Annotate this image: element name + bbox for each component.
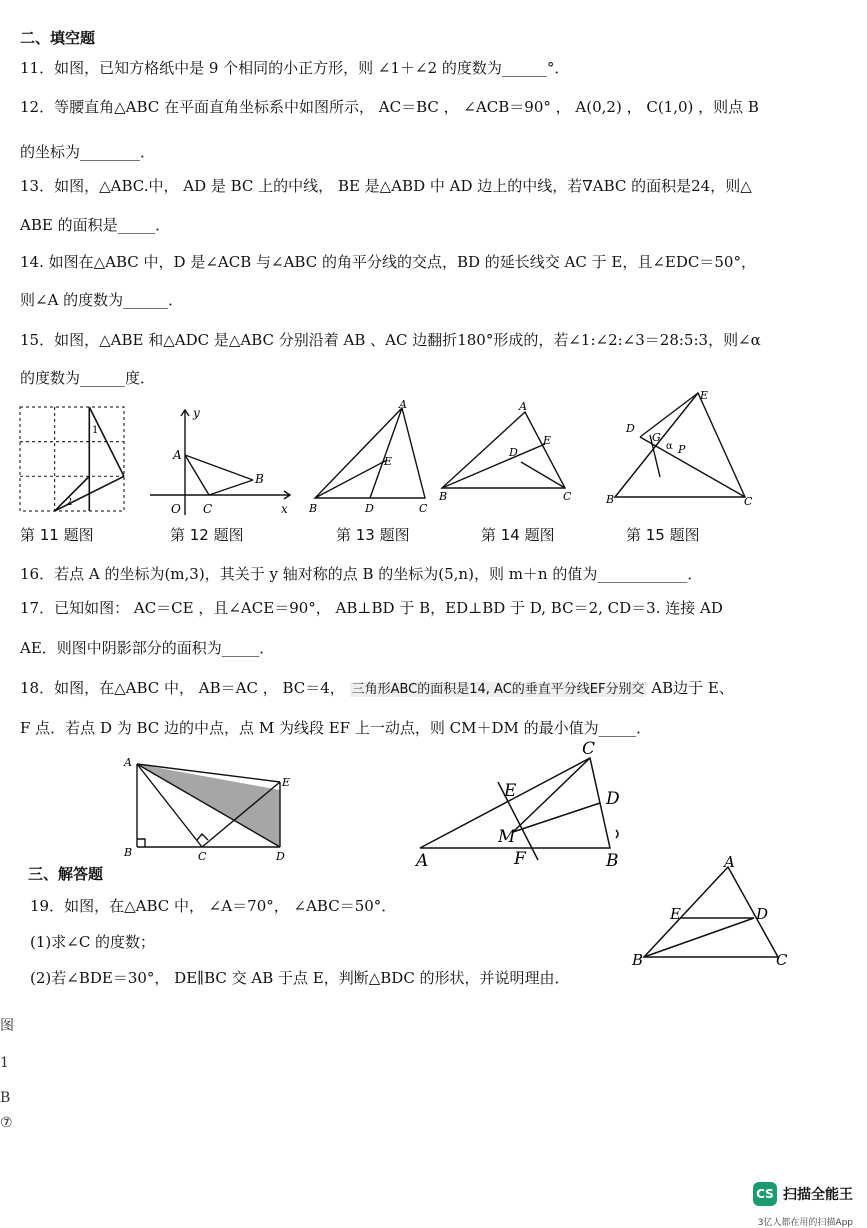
- fig14-e: E: [543, 434, 552, 447]
- fig18-a: A: [416, 851, 429, 870]
- watermark-subtitle: 3亿人都在用的扫描App: [757, 1218, 853, 1228]
- figure-18: [410, 738, 630, 870]
- fig19-e: E: [670, 905, 681, 923]
- fig14-c: C: [563, 490, 572, 503]
- section-3-title: 三、解答题: [28, 865, 104, 883]
- question-14-line-1: 14. 如图在△ABC 中，D 是∠ACB 与∠ABC 的角平分线的交点，BD 的延长线交 AC 于 E，且∠EDC＝50°，: [20, 253, 756, 271]
- question-13-line-2: ABE 的面积是_____．: [20, 216, 171, 234]
- watermark-title: 扫描全能王: [783, 1187, 853, 1203]
- fig19-c: C: [776, 951, 788, 969]
- question-13-line-1: 13．如图，△ABC.中， AD 是 BC 上的中线， BE 是△ABD 中 AD 边上的中线，若∇ABC 的面积是24，则△: [20, 177, 752, 195]
- caption-fig-14: 第 14 题图: [481, 526, 555, 544]
- question-11: 11．如图，已知方格纸中是 9 个相同的小正方形，则 ∠1＋∠2 的度数为______°．: [20, 59, 570, 77]
- caption-fig-11: 第 11 题图: [20, 526, 94, 544]
- fig15-c: C: [744, 495, 753, 508]
- caption-fig-15: 第 15 题图: [626, 526, 700, 544]
- question-17-line-2: AE．则图中阴影部分的面积为_____．: [20, 639, 275, 657]
- figure-14: [435, 398, 585, 506]
- fig11-angle-1: 1: [92, 425, 99, 436]
- fig15-b: B: [606, 493, 615, 506]
- fig12-c: C: [203, 502, 213, 516]
- fig15-p: P: [678, 443, 686, 456]
- margin-fragment-4: ⑦: [0, 1115, 13, 1131]
- fig17-d: D: [276, 850, 285, 863]
- fig12-o: O: [171, 502, 181, 516]
- question-18-post: AB边于 E、: [651, 679, 734, 697]
- fig19-d: D: [756, 905, 769, 923]
- question-15-line-2: 的度数为______度．: [20, 369, 156, 387]
- fig13-a: A: [399, 400, 407, 411]
- fig12-y: y: [193, 406, 200, 420]
- figure-11: [18, 405, 128, 515]
- fig17-c: C: [198, 850, 207, 863]
- fig12-a: A: [173, 448, 182, 462]
- question-12-line-2: 的坐标为________．: [20, 143, 156, 161]
- figure-13: [305, 400, 435, 518]
- fig18-b: B: [606, 851, 619, 870]
- fig14-b: B: [439, 490, 448, 503]
- question-19-line-1: 19．如图，在△ABC 中， ∠A＝70°， ∠ABC＝50°．: [30, 897, 397, 915]
- figure-12: [145, 405, 295, 520]
- question-19-part-1: (1)求∠C 的度数；: [30, 933, 156, 951]
- fig15-d: D: [626, 422, 635, 435]
- fig19-b: B: [632, 951, 644, 969]
- fig12-b: B: [255, 472, 264, 486]
- question-12-line-1: 12．等腰直角△ABC 在平面直角坐标系中如图所示， AC＝BC ， ∠ACB＝90° ， A(0,2) ， C(1,0) ，则点 B: [20, 98, 759, 116]
- question-18-line-1: [20, 678, 734, 700]
- fig18-m: M: [498, 827, 516, 847]
- section-2-title: 二、填空题: [20, 29, 96, 47]
- figure-15: [600, 385, 760, 510]
- fig18-d: D: [606, 789, 620, 809]
- fig13-d: D: [365, 502, 374, 515]
- fig14-a: A: [519, 400, 527, 413]
- fig18-e: E: [504, 781, 517, 801]
- fig11-angle-2: 2: [66, 497, 73, 508]
- question-18-line-2: F 点．若点 D 为 BC 边的中点，点 M 为线段 EF 上一动点，则 CM＋DM 的最小值为_____．: [20, 719, 652, 737]
- cs-logo-icon: CS: [753, 1182, 777, 1206]
- fig15-alpha: α: [666, 441, 673, 452]
- scanner-watermark: [753, 1182, 853, 1206]
- fig17-b: B: [124, 846, 133, 859]
- fig18-f: F: [514, 849, 526, 869]
- margin-fragment-1: 图: [0, 1018, 14, 1034]
- question-17-line-1: 17．已知如图： AC＝CE ，且∠ACE＝90°， AB⊥BD 于 B，ED⊥BD 于 D, BC＝2, CD＝3. 连接 AD: [20, 599, 723, 617]
- fig15-g: G: [652, 431, 661, 444]
- fig14-d: D: [509, 446, 518, 459]
- margin-fragment-3: B: [0, 1090, 11, 1106]
- fig18-c: C: [582, 739, 596, 759]
- question-15-line-1: 15．如图，△ABE 和△ADC 是△ABC 分别沿着 AB 、AC 边翻折180°形成的，若∠1:∠2:∠3＝28:5:3，则∠α: [20, 331, 761, 349]
- caption-fig-13: 第 13 题图: [336, 526, 410, 544]
- fig12-x: x: [281, 502, 288, 516]
- question-14-line-2: 则∠A 的度数为______．: [20, 291, 184, 309]
- fig19-a: A: [724, 855, 735, 871]
- margin-fragment-2: 1: [0, 1055, 9, 1071]
- fig13-e: E: [384, 455, 393, 468]
- figure-17: [122, 752, 297, 864]
- fig13-c: C: [419, 502, 428, 515]
- fig15-e: E: [700, 389, 709, 402]
- question-19-part-2: (2)若∠BDE＝30°， DE∥BC 交 AB 于点 E，判断△BDC 的形状，并说明理由．: [30, 969, 570, 987]
- caption-fig-12: 第 12 题图: [170, 526, 244, 544]
- question-18-pre: 18．如图，在△ABC 中， AB＝AC ， BC＝4，: [20, 679, 345, 697]
- figure-19: [630, 855, 800, 970]
- fig13-b: B: [309, 502, 318, 515]
- fig17-a: A: [124, 756, 132, 769]
- fig17-e: E: [282, 776, 291, 789]
- question-16: 16．若点 A 的坐标为(m,3)，其关于 y 轴对称的点 B 的坐标为(5,n)，则 m＋n 的值为____________．: [20, 565, 703, 583]
- question-18-highlight: 三角形ABC的面积是14, AC的垂直平分线EF分别交: [351, 682, 645, 697]
